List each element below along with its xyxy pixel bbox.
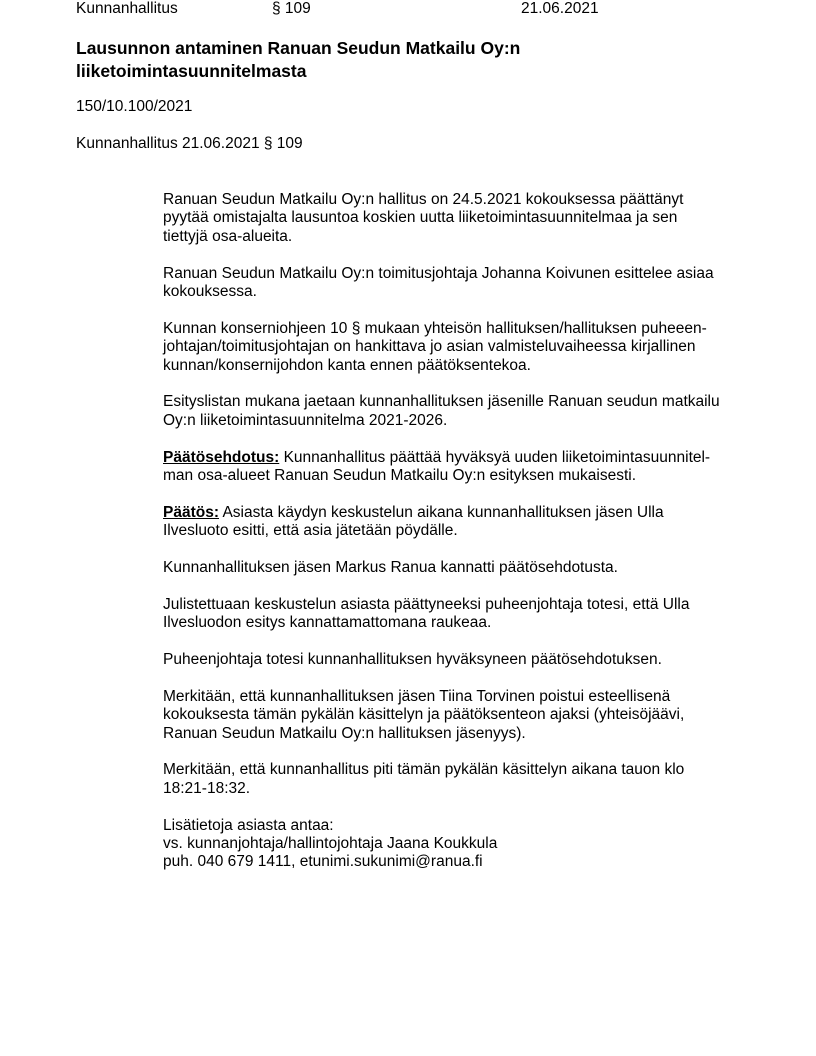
paragraph-line: Puheenjohtaja totesi kunnanhallituksen hyväksyneen päätösehdotuksen. xyxy=(163,651,662,669)
paragraph-line: Ranuan Seudun Matkailu Oy:n toimitusjohtaja Johanna Koivunen esittelee asiaa xyxy=(163,264,714,282)
paragraph xyxy=(163,393,763,430)
paragraph xyxy=(163,265,763,302)
title-line: Lausunnon antaminen Ranuan Seudun Matkailu Oy:n xyxy=(76,38,521,58)
paragraph-line: man osa-alueet Ranuan Seudun Matkailu Oy:n esityksen mukaisesti. xyxy=(163,467,636,485)
paragraph-line: 18:21-18:32. xyxy=(163,779,251,797)
paragraph-line: Ranuan Seudun Matkailu Oy:n hallitus on 24.5.2021 kokouksessa päättänyt xyxy=(163,191,684,208)
paragraph-line: kokouksessa. xyxy=(163,283,257,301)
paragraph xyxy=(163,817,763,872)
header-body-name: Kunnanhallitus xyxy=(76,0,178,17)
paragraph-line: Ranuan Seudun Matkailu Oy:n hallituksen jäsenyys). xyxy=(163,724,526,742)
paragraph-line: Kunnanhallituksen jäsen Markus Ranua kannatti päätösehdotusta. xyxy=(163,559,618,577)
paragraph xyxy=(163,504,763,541)
paragraph-label: Päätös: xyxy=(163,503,219,521)
paragraph-line: johtajan/toimitusjohtajan on hankittava jo asian valmisteluvaiheessa kirjallinen xyxy=(163,338,696,356)
paragraph-line: Merkitään, että kunnanhallituksen jäsen Tiina Torvinen poistui esteellisenä xyxy=(163,687,671,705)
paragraph-line: vs. kunnanjohtaja/hallintojohtaja Jaana Koukkula xyxy=(163,835,498,853)
paragraph-line: kunnan/konsernijohdon kanta ennen päätöksentekoa. xyxy=(163,356,531,374)
paragraph xyxy=(163,449,763,486)
paragraph-line xyxy=(163,449,763,467)
header-section: § 109 xyxy=(272,0,311,17)
paragraph xyxy=(163,688,763,743)
paragraph-line xyxy=(163,504,763,522)
paragraph-line: Merkitään, että kunnanhallitus piti tämän pykälän käsittelyn aikana tauon klo xyxy=(163,761,685,779)
header-date: 21.06.2021 xyxy=(521,0,599,17)
paragraph xyxy=(163,596,763,633)
paragraph-text: Asiasta käydyn keskustelun aikana kunnanhallituksen jäsen Ulla xyxy=(219,503,664,521)
document-body xyxy=(163,191,763,890)
paragraph xyxy=(163,761,763,798)
paragraph-line: kokouksesta tämän pykälän käsittelyn ja päätöksenteon ajaksi (yhteisöjäävi, xyxy=(163,706,685,724)
paragraph-line: Esityslistan mukana jaetaan kunnanhallituksen jäsenille Ranuan seudun matkailu xyxy=(163,393,720,411)
paragraph-line: pyytää omistajalta lausuntoa koskien uutta liiketoimintasuunnitelmaa ja sen xyxy=(163,209,678,227)
paragraph xyxy=(163,651,763,669)
paragraph xyxy=(163,559,763,577)
paragraph-line: tiettyjä osa-alueita. xyxy=(163,227,293,245)
paragraph-line: puh. 040 679 1411, etunimi.sukunimi@ranua.fi xyxy=(163,853,483,871)
paragraph xyxy=(163,191,763,246)
title-line: liiketoimintasuunnitelmasta xyxy=(76,61,307,81)
paragraph-line: Oy:n liiketoimintasuunnitelma 2021-2026. xyxy=(163,411,448,429)
paragraph-line: Julistettuaan keskustelun asiasta päättyneeksi puheenjohtaja totesi, että Ulla xyxy=(163,595,690,613)
paragraph xyxy=(163,320,763,375)
paragraph-line: Lisätietoja asiasta antaa: xyxy=(163,816,334,834)
paragraph-label: Päätösehdotus: xyxy=(163,448,280,466)
paragraph-line: Kunnan konserniohjeen 10 § mukaan yhteisön hallituksen/hallituksen puheeen- xyxy=(163,319,707,337)
meeting-info: Kunnanhallitus 21.06.2021 § 109 xyxy=(76,135,303,152)
paragraph-text: Kunnanhallitus päättää hyväksyä uuden liiketoimintasuunnitel- xyxy=(279,448,711,466)
document-title xyxy=(76,37,520,83)
paragraph-line: Ilvesluoto esitti, että asia jätetään pöydälle. xyxy=(163,522,458,540)
reference-number: 150/10.100/2021 xyxy=(76,98,193,115)
paragraph-line: Ilvesluodon esitys kannattamattomana raukeaa. xyxy=(163,614,492,632)
